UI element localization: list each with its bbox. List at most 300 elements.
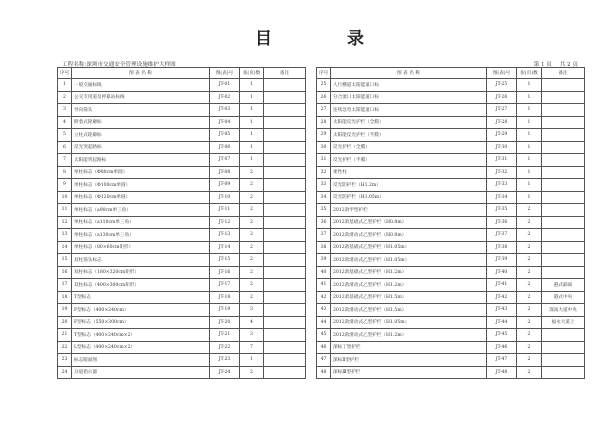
row-code: JT-35 [487,204,517,217]
row-code: JT-05 [210,129,240,142]
row-no: 23 [58,354,72,367]
row-note [542,191,585,204]
row-name: 人行横道太阳能道口标 [331,79,487,92]
row-note [542,229,585,242]
row-name: F型标志（550×300cm） [72,316,210,329]
row-name: 立柱式轮廓标 [72,129,210,142]
row-code: JT-09 [210,179,240,192]
row-no: 17 [58,279,72,292]
table-row [317,341,585,354]
row-note [264,204,306,217]
row-no: 20 [58,316,72,329]
table-row [58,366,306,379]
row-code: JT-10 [210,191,240,204]
row-sheets: 2 [240,254,264,267]
row-sheets: 2 [240,241,264,254]
row-note [264,129,306,142]
row-sheets: 2 [240,266,264,279]
row-name: 连续急弯太阳能道口标 [331,104,487,117]
row-code: JT-42 [487,291,517,304]
header-no: 序号 [58,68,72,79]
row-code: JT-41 [487,279,517,292]
row-sheets: 2 [240,179,264,192]
row-no: 22 [58,341,72,354]
row-no: 41 [317,279,331,292]
row-code: JT-45 [487,329,517,342]
table-row [317,216,585,229]
row-name: T型标志（400×240cm×2） [72,329,210,342]
row-note [542,266,585,279]
table-row [58,191,306,204]
row-note [264,329,306,342]
row-name: 单柱标志（a90cm单三角） [72,204,210,217]
row-sheets: 2 [517,341,542,354]
row-note [264,216,306,229]
row-no: 1 [58,79,72,92]
row-note [542,341,585,354]
row-sheets: 1 [517,116,542,129]
title-char-1: 目 [255,29,272,49]
table-row [317,141,585,154]
row-code: JT-34 [487,191,517,204]
table-row [58,104,306,117]
row-sheets: 2 [517,304,542,317]
row-name: 分合流口太阳能道口标 [331,91,487,104]
row-note [542,129,585,142]
table-row [58,279,306,292]
row-name: 导向箭头 [72,104,210,117]
row-no: 8 [58,166,72,179]
row-no: 7 [58,154,72,167]
row-no: 25 [317,79,331,92]
row-no: 44 [317,316,331,329]
row-note [264,79,306,92]
row-no: 34 [317,191,331,204]
row-name: 分道指示器 [72,366,210,379]
table-row [58,204,306,217]
table-row [317,129,585,142]
row-note [264,304,306,317]
table-row [317,166,585,179]
row-sheets: 2 [517,216,542,229]
row-name: 反光突起路标 [72,141,210,154]
row-no: 4 [58,116,72,129]
table-row [58,79,306,92]
row-code: JT-31 [487,154,517,167]
row-sheets: 2 [240,166,264,179]
row-name: T型标志 [72,291,210,304]
row-sheets: 1 [517,91,542,104]
row-note [264,154,306,167]
row-no: 35 [317,204,331,217]
row-sheets: 2 [517,291,542,304]
row-no: 10 [58,191,72,204]
row-note [542,91,585,104]
header-name: 图 表 名 称 [72,68,210,79]
row-code: JT-30 [487,141,517,154]
table-row [317,241,585,254]
row-note [542,166,585,179]
header-no: 序号 [317,68,331,79]
row-sheets: 2 [517,316,542,329]
row-code: JT-36 [487,216,517,229]
row-no: 14 [58,241,72,254]
row-name: 附着式轮廓标 [72,116,210,129]
row-name: 单柱标志（Φ100cm单圆） [72,179,210,192]
row-no: 9 [58,179,72,192]
row-name: 2012款基础式乙型护栏（H1.2m） [331,266,487,279]
row-name: 深标Ⅱ型护栏 [331,354,487,367]
row-note [542,354,585,367]
row-code: JT-25 [487,79,517,92]
row-name: 2012款基础式乙型护栏（H1.5m） [331,291,487,304]
header-name: 图 表 名 称 [331,68,487,79]
row-name: 太阳能反光护栏（半膜） [331,129,487,142]
row-note [264,279,306,292]
row-code: JT-46 [487,341,517,354]
row-no: 16 [58,266,72,279]
row-code: JT-21 [210,329,240,342]
row-note [542,204,585,217]
row-no: 19 [58,304,72,317]
row-code: JT-22 [210,341,240,354]
row-name: 深标丁型护栏 [331,341,487,354]
row-no: 42 [317,291,331,304]
row-name: 双柱标志（400×300cm矩形） [72,279,210,292]
row-sheets: 2 [517,329,542,342]
row-code: JT-47 [487,354,517,367]
table-row [317,116,585,129]
row-sheets: 1 [240,104,264,117]
row-note [264,166,306,179]
row-note: 福永大道上 [542,316,585,329]
row-no: 5 [58,129,72,142]
header-note: 备注 [264,68,306,79]
row-sheets: 1 [240,79,264,92]
row-name: 反光防护栏（H1.2m） [331,179,487,192]
row-note [264,229,306,242]
row-code: JT-06 [210,141,240,154]
table-row [317,291,585,304]
row-sheets: 1 [240,116,264,129]
table-header [58,68,306,79]
row-name: 柔性柱 [331,166,487,179]
row-code: JT-32 [487,166,517,179]
row-name: 双柱标志（180×320cm矩形） [72,266,210,279]
row-code: JT-03 [210,104,240,117]
row-sheets: 1 [517,79,542,92]
row-no: 24 [58,366,72,379]
row-code: JT-48 [487,366,517,379]
row-sheets: 2 [517,266,542,279]
row-no: 32 [317,166,331,179]
row-no: 48 [317,366,331,379]
row-sheets: 1 [517,179,542,192]
row-no: 21 [58,329,72,342]
row-sheets: 1 [517,154,542,167]
table-row [58,241,306,254]
header-sheets: 张(页)数 [517,68,542,79]
row-code: JT-33 [487,179,517,192]
row-name: 2012款滑动式乙型护栏（H1.05m） [331,316,487,329]
row-note [542,116,585,129]
row-name: 2012款滑动式乙型护栏（H0.8m） [331,229,487,242]
row-sheets: 4 [240,316,264,329]
table-row [317,154,585,167]
row-name: L型标志（400×240cm×2） [72,341,210,354]
row-no: 11 [58,204,72,217]
row-code: JT-16 [210,266,240,279]
table-row [317,279,585,292]
row-no: 39 [317,254,331,267]
row-code: JT-20 [210,316,240,329]
row-name: 2012款滑动式乙型护栏（H1.5m） [331,304,487,317]
row-sheets: 2 [240,291,264,304]
table-row [58,166,306,179]
row-sheets: 1 [517,166,542,179]
table-row [317,354,585,367]
row-no: 43 [317,304,331,317]
row-note [264,91,306,104]
row-note [264,341,306,354]
row-no: 26 [317,91,331,104]
row-name: 太阳能反光护栏（全膜） [331,116,487,129]
row-code: JT-24 [210,366,240,379]
row-sheets: 1 [240,154,264,167]
row-code: JT-11 [210,204,240,217]
row-sheets: 2 [240,216,264,229]
row-no: 46 [317,341,331,354]
row-name: 2012款甲型护栏 [331,204,487,217]
row-name: 2012款滑动式乙型护栏（H1.05m） [331,254,487,267]
header-note: 备注 [542,68,585,79]
table-row [58,229,306,242]
table-row [317,179,585,192]
page-total: 共 2 页 [559,62,578,68]
table-row [317,91,585,104]
row-note: 港式中央 [542,291,585,304]
row-code: JT-37 [487,229,517,242]
table-row [317,79,585,92]
header-sheets: 张(页)数 [240,68,264,79]
row-no: 29 [317,129,331,142]
table-row [58,154,306,167]
table-row [58,254,306,267]
table-row [317,329,585,342]
table-row [58,341,306,354]
row-note [542,141,585,154]
table-row [317,191,585,204]
row-code: JT-13 [210,229,240,242]
table-row [317,366,585,379]
row-code: JT-26 [487,91,517,104]
row-note [542,241,585,254]
row-no: 6 [58,141,72,154]
table-row [317,104,585,117]
row-sheets: 2 [517,241,542,254]
table-header [317,68,585,79]
row-no: 31 [317,154,331,167]
row-name: 2012款滑动式乙型护栏（H1.2m） [331,279,487,292]
row-code: JT-08 [210,166,240,179]
row-no: 2 [58,91,72,104]
row-code: JT-40 [487,266,517,279]
row-note [542,329,585,342]
row-name: 深标Ⅲ型护栏 [331,366,487,379]
table-row [58,216,306,229]
row-sheets: 2 [240,191,264,204]
row-note [542,79,585,92]
row-code: JT-27 [487,104,517,117]
row-name: 反光护栏（全膜） [331,141,487,154]
project-name: 工程名称:深圳市交通安全管理设施维护大样图 [62,62,176,68]
table-row [58,291,306,304]
row-code: JT-23 [210,354,240,367]
row-note [542,179,585,192]
row-code: JT-07 [210,154,240,167]
row-sheets: 2 [517,366,542,379]
row-name: 标志版面图 [72,354,210,367]
row-sheets: 7 [240,341,264,354]
table-row [58,304,306,317]
row-no: 18 [58,291,72,304]
row-no: 36 [317,216,331,229]
table-row [317,229,585,242]
header-code: 图(表)号 [487,68,517,79]
row-code: JT-28 [487,116,517,129]
row-no: 12 [58,216,72,229]
row-sheets: 1 [517,104,542,117]
row-no: 27 [317,104,331,117]
row-name: 一般交通标线 [72,79,210,92]
row-code: JT-15 [210,254,240,267]
row-no: 47 [317,354,331,367]
row-name: 单柱标志（a130cm单三角） [72,229,210,242]
row-no: 40 [317,266,331,279]
row-note [264,291,306,304]
row-note [264,116,306,129]
row-name: 单柱标志（a110cm单三角） [72,216,210,229]
row-name: 太阳能突起路标 [72,154,210,167]
row-note [264,266,306,279]
row-name: 单柱标志（80×60cm矩形） [72,241,210,254]
row-note [264,141,306,154]
table-row [58,129,306,142]
row-name: 2012款基础式乙型护栏（H0.8m） [331,216,487,229]
table-row [58,179,306,192]
row-note: 深南大道中央 [542,304,585,317]
row-note [264,316,306,329]
row-note [542,216,585,229]
row-note [542,366,585,379]
row-name: 单柱标志（Φ120cm单圆） [72,191,210,204]
table-row [317,316,585,329]
table-row [58,91,306,104]
row-no: 37 [317,229,331,242]
row-note [264,241,306,254]
row-code: JT-04 [210,116,240,129]
index-table-right [316,67,585,379]
table-row [317,254,585,267]
row-code: JT-39 [487,254,517,267]
row-sheets: 2 [517,254,542,267]
row-sheets: 3 [240,304,264,317]
row-code: JT-19 [210,304,240,317]
row-note [542,104,585,117]
row-sheets: 1 [517,191,542,204]
row-sheets: 1 [517,129,542,142]
table-row [58,316,306,329]
row-sheets: 2 [517,354,542,367]
page-current: 第 1 页 [533,62,552,68]
row-code: JT-44 [487,316,517,329]
row-sheets: 1 [517,141,542,154]
row-no: 33 [317,179,331,192]
row-note [542,254,585,267]
table-row [317,204,585,217]
row-code: JT-17 [210,279,240,292]
row-code: JT-18 [210,291,240,304]
row-no: 45 [317,329,331,342]
row-sheets: 1 [240,354,264,367]
row-sheets: 1 [240,141,264,154]
row-sheets: 2 [240,229,264,242]
table-row [58,266,306,279]
row-no: 15 [58,254,72,267]
row-no: 38 [317,241,331,254]
row-sheets: 2 [517,204,542,217]
row-name: F型标志（400×240cm） [72,304,210,317]
row-name: 反光防护栏（H1.05m） [331,191,487,204]
row-sheets: 2 [240,279,264,292]
row-code: JT-38 [487,241,517,254]
row-note [264,254,306,267]
row-name: 反光护栏（半膜） [331,154,487,167]
row-name: 单柱标志（Φ80cm单圆） [72,166,210,179]
row-note [264,366,306,379]
row-sheets: 2 [517,229,542,242]
row-code: JT-12 [210,216,240,229]
header-code: 图(表)号 [210,68,240,79]
row-note [542,154,585,167]
table-row [58,354,306,367]
row-note [264,191,306,204]
row-no: 3 [58,104,72,117]
row-code: JT-43 [487,304,517,317]
row-code: JT-01 [210,79,240,92]
row-sheets: 2 [240,204,264,217]
row-sheets: 2 [517,279,542,292]
row-name: 公交专用道及停靠站标线 [72,91,210,104]
row-sheets: 1 [240,91,264,104]
row-code: JT-29 [487,129,517,142]
row-name: 2012款滑动式乙型护栏（H1.2m） [331,329,487,342]
row-no: 13 [58,229,72,242]
index-table-left [57,67,306,379]
row-sheets: 2 [240,366,264,379]
table-row [58,141,306,154]
row-note [264,179,306,192]
row-note [264,104,306,117]
table-row [317,266,585,279]
row-no: 30 [317,141,331,154]
title-char-2: 录 [347,29,364,49]
table-row [317,304,585,317]
table-row [58,116,306,129]
row-no: 28 [317,116,331,129]
row-sheets: 3 [240,329,264,342]
row-name: 2012款基础式乙型护栏（H1.05m） [331,241,487,254]
